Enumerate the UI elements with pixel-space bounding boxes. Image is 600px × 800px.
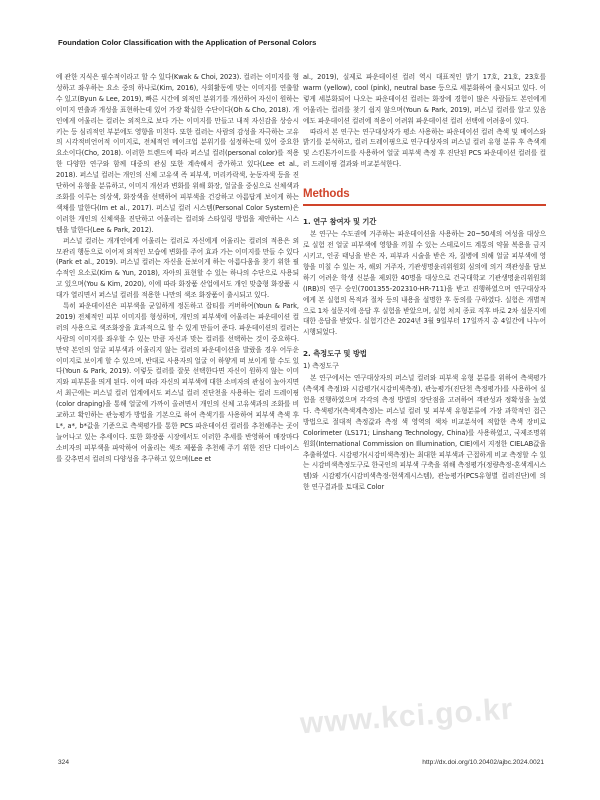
subsection-2-subtitle: 1) 측정도구	[303, 362, 339, 371]
methods-section-header	[303, 188, 546, 206]
subsection-2-title: 2. 측정도구 및 방법	[303, 349, 367, 359]
doi-link[interactable]: http://dx.doi.org/10.20402/ajbc.2024.0021	[422, 759, 544, 766]
left-paragraph-2: 퍼스널 컬러는 개개인에게 어울리는 컬러로 자신에게 어울리는 컬러의 적용은 외모관리 행동으로 이어져 외적인 모습에 변화를 주어 효과 가는 이미지를 만들 수 있다(Park et al., 2019). 퍼스널 컬러는 자신을 돋보이게 하는 아름다움을 찾기 위한 필수적인 요소로(Kim & Yun, 2018), 자아의 표현할 수 있는 하나의 수단으로 사용되고 있으며(You & Kim, 2020), 이에 따라 화장품 산업에서도 개인 맞춤형 화장품 시대가 열리면서 퍼스널 컬러를 적용한 나만의 색조 화장품이 출시되고 있다.	[56, 236, 299, 300]
subsection-2-text: 본 연구에서는 연구대상자의 퍼스널 컬러와 피부색 유형 분류를 위하여 측색평가(측색계 측정)와 시감평가(시감비색측정), 관능평가(진단천 측정평가)를 사용하여 실험을 진행하였으며 각각의 측정 방법의 장단점을 고려하여 객관성과 정확성을 높였다. 측색평가(측색계측정)는 퍼스널 컬러 및 피부색 유형분류에 가장 과학적인 접근 방법으로 절대적 측정값과 측정 색 영역의 색차 비교분석에 적합한 측색 장비로 Colorimeter (LS171; Linshang Technology, China)를 사용하였고, 국제조명위원회(International Commission on Illumination, CIE)에서 지정한 CIELAB값을 추출하였다. 시감평가(시감비색측정)는 최대한 피부색과 근접하게 비교 측정할 수 있는 시감비색측정도구로 한국인의 피부색 구축을 위해 측정평가(정량측정-혼색계시스템)와 시감평가(시감비색측정-현색계시스템), 관능평가(PCS유형별 컬러진단)에 의한 연구결과를 토대로 Color	[303, 374, 546, 492]
methods-rule	[303, 204, 546, 206]
left-paragraph-3: 특히 파운데이션은 피부색을 균일하게 정돈하고 잡티를 커버하여(Youn & Park, 2019) 전체적인 피부 이미지를 형성하며, 개인의 피부색에 어울리는 파운데이션 컬러의 사용으로 색조화장을 효과적으로 할 수 있게 만들어 준다. 파운데이션의 컬러는 사람의 이미지를 좌우할 수 있는 만큼 자신과 맞는 컬러를 선택하는 것이 중요하다. 만약 본인의 얼굴 피부색과 어울리지 않는 컬러의 파운데이션을 발랐을 경우 어두운 이미지로 보이게 할 수 있으며, 반대로 사용자의 얼굴 이 하얗게 떠 보이게 할 수도 있다(Youn & Park, 2019). 이렇듯 컬러를 잘못 선택한다면 자신이 원하지 않는 이미지와 피부톤을 띄게 된다. 이에 따라 자신의 피부색에 대한 소비자의 관심이 높아지면서 최근에는 퍼스널 컬러 업계에서도 퍼스널 컬러 진단천을 사용하는 컬러 드레이핑(color draping)을 통해 얼굴에 가까이 올려면서 개인의 신체 고유색과의 조화를 비교하고 확인하는 관능평가 방법을 기본으로 하여 측색기를 사용하여 피부색 측색 후 L*, a*, b*값을 기준으로 측색평가를 통한 PCS 파운데이션 컬러를 추천해주는 곳이 늘어나고 있는 추세이다. 또한 화장품 시장에서도 이러한 추세를 반영하여 매장마다 소비자의 피부색을 파악하여 어울리는 색조 제품을 추천해 주기 위한 진단 디바이스를 갖추면서 컬러의 다양성을 추구하고 있으며(Lee et	[56, 302, 299, 463]
subsection-1-text: 본 연구는 수도권에 거주하는 파운데이션을 사용하는 20~50세의 여성을 대상으로 실험 전 얼굴 피부색에 영향을 끼칠 수 있는 스테로이드 계통의 약물 복용을 금지시키고, 인공 태닝을 받은 자, 피부과 시술을 받은 자, 질병에 의해 얼굴 피부색에 영향을 미칠 수 있는 자, 해외 거주자, 기관생명윤리위원회 심의에 의거 객관성을 담보하기 어려운 학생 신분을 제외한 40명을 대상으로 건국대학교 기관생명윤리위원회(IRB)의 연구 승인(7001355-202310-HR-711)을 받고 진행하였으며 연구대상자에게 본 실험의 목적과 절차 등의 내용을 설명한 후 동의를 구하였다. 실험은 개별적으로 1차 설문지에 응답 후 실험을 받았으며, 실험 처치 종료 직후 바로 2차 설문지에 대한 응답을 받았다. 실험기간은 2024년 3월 9일부터 17일까지 총 4일간에 나누어 시행되었다.	[303, 230, 546, 337]
left-paragraph-1: 에 관한 지식은 필수적이라고 할 수 있다(Kwak & Choi, 2023). 컬러는 이미지를 형성하고 좌우하는 요소 중의 하나로(Kim, 2016), 사회활동에 맞는 이미지를 연출할 수 있고(Byun & Lee, 2019), 빠른 시간에 외적인 분위기를 개선하여 자신이 원하는 이미지 연출과 개성을 표현하는데 있어 가장 확실한 수단이다(Oh & Cho, 2018). 개인에게 어울리는 컬러는 외적으로 보다 가는 이미지를 만들고 내적 자신감을 상승시키는 등 심리적인 부분에도 영향을 미친다. 또한 컬러는 사람의 감성을 자극하는 고유의 시각적비언어적 이미지로, 전체적인 메이크업 분위기를 설정하는데 있어 중요한 요소이다(Cho, 2018). 이러한 트렌드에 따라 퍼스널 컬러(personal color)를 적용한 다양한 연구와 함께 대중의 관심 또한 계속해서 증가하고 있다(Lee et al., 2018). 퍼스널 컬러는 개인의 신체 고유색 즉 피부색, 머리카락색, 눈동자색 등을 진단하여 유형을 분류하고, 이미지 개선과 변화를 위해 화장, 얼굴을 중심으로 신체색과 조화를 이루는 의상색, 화장색을 선택하여 피부색을 건강하고 아름답게 보이게 하는 색채를 말한다(Im et al., 2017). 퍼스널 컬러 시스템(Personal Color System)은 이러한 개인의 신체색을 진단하고 어울리는 컬러와 스타일링 방법을 제안하는 시스템을 말한다(Lee & Park, 2012).	[56, 73, 300, 234]
right-column	[303, 72, 546, 493]
running-head: Foundation Color Classification with the Application of Personal Colors	[58, 38, 317, 47]
methods-title: Methods	[303, 188, 350, 201]
watermark: www.kci.go.kr	[299, 692, 515, 741]
right-paragraph-1: al., 2019), 실제로 파운데이션 컬러 역시 대표적인 밝기 17호, 21호, 23호를 warm (yellow), cool (pink), neutral base 등으로 세분화하여 출시되고 있다. 이렇게 세분화되어 나오는 파운데이션 컬러는 화장에 경험이 많은 사람들도 본인에게 어울리는 컬러를 찾기 쉽지 않으며(Youn & Park, 2019), 퍼스널 컬러를 알고 있음에도 파운데이션 컬러에 적용이 어려워 파운데이션 컬러 선택에 어려움이 있다.	[303, 73, 546, 125]
subsection-1-title: 1. 연구 참여자 및 기간	[303, 217, 377, 227]
right-paragraph-2: 따라서 본 연구는 연구대상자가 평소 사용하는 파운데이션 컬러 측색 및 베이스와 밝기를 분석하고, 컬러 드레이핑으로 연구대상자의 퍼스널 컬러 유형 분류 후 측색계 및 스킨톤가이드를 사용하여 얼굴 피부색 측정 후 진단된 PCS 파운데이션 컬러를 컬러 드레이핑 결과와 비교분석한다.	[303, 127, 546, 169]
page-number: 324	[58, 759, 70, 766]
left-column	[56, 72, 299, 465]
